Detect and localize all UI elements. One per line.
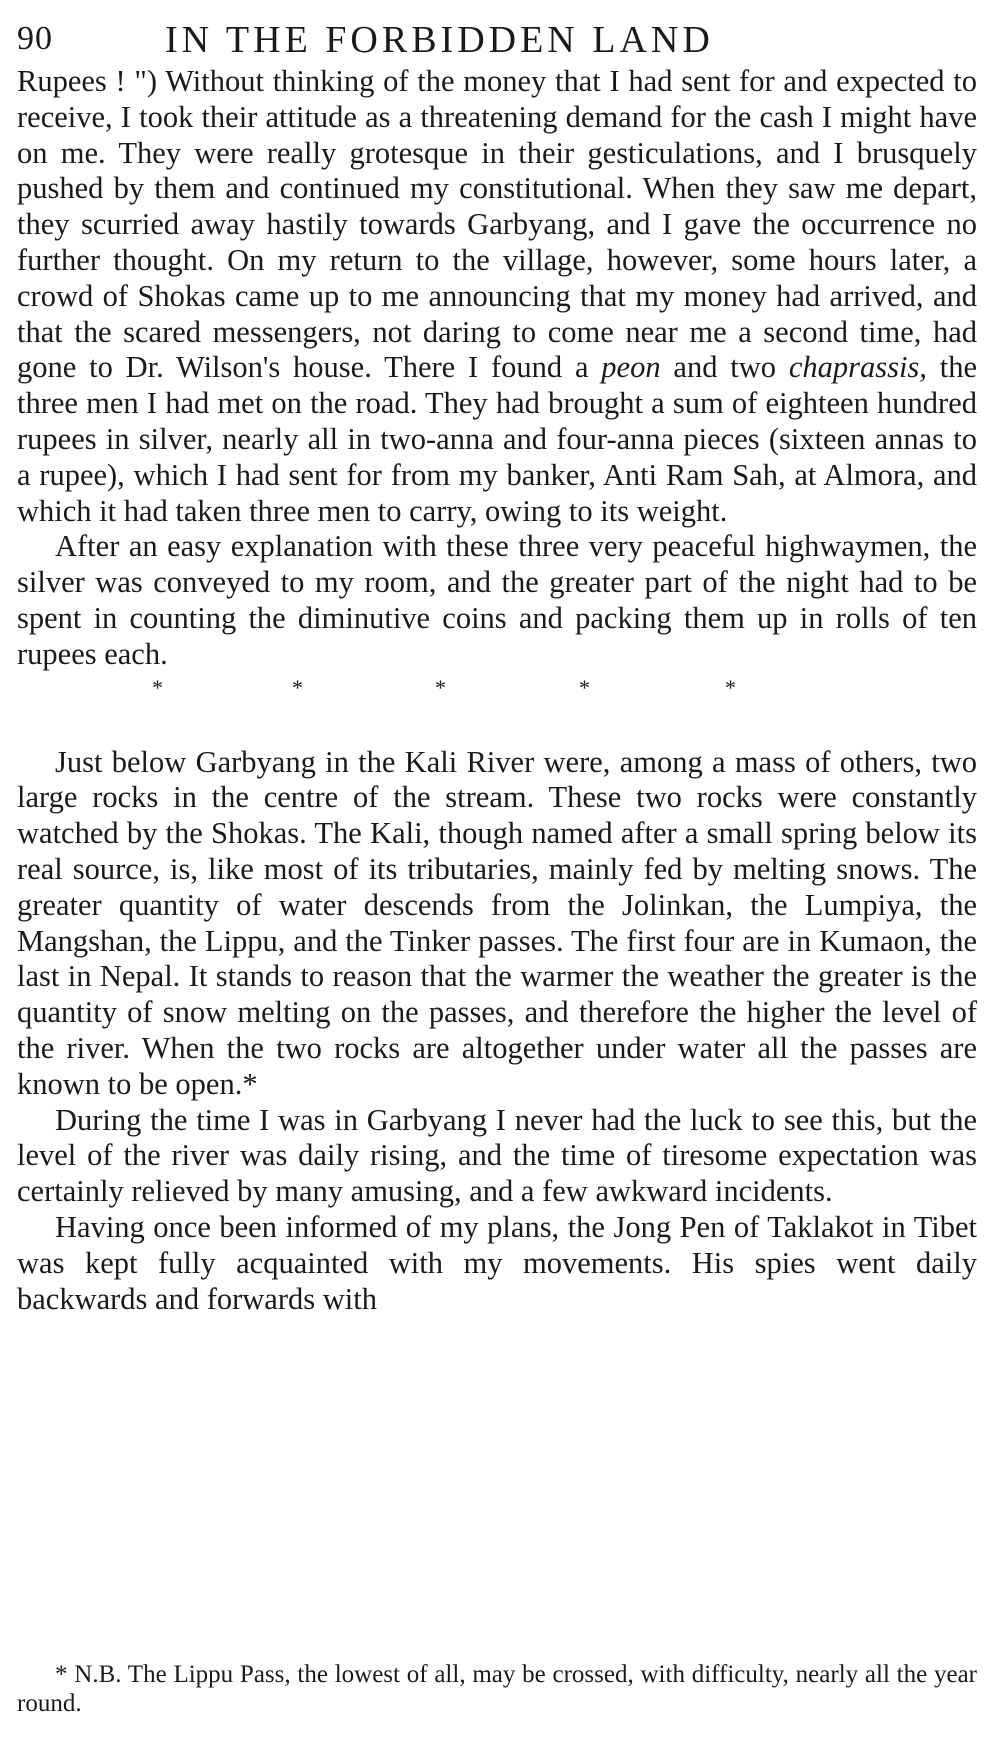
section-break-mark: * (579, 674, 590, 700)
paragraph-5: Having once been informed of my plans, the Jong Pen of Taklakot in Tibet was kept fully acquainted with my movements. His spies went daily backwards and forwards with (17, 1209, 977, 1316)
section-break-mark: * (152, 674, 163, 700)
section-break-mark: * (435, 674, 446, 700)
footnote (17, 1660, 977, 1718)
paragraph-1-mid: and two (660, 350, 789, 385)
running-title: IN THE FORBIDDEN LAND (165, 19, 714, 61)
page (17, 14, 977, 1317)
page-number: 90 (17, 20, 53, 57)
paragraph-1-tail: the three men I had met on the road. They had brought a sum of eighteen hundred rupees in silver, nearly all in two-anna and four-anna pieces (sixteen annas to a rupee), which I had sent for from my banker, Anti Ram Sah, at Almora, and which it had taken three men to carry, owing to its weight. (17, 350, 978, 528)
section-break (17, 673, 977, 745)
italic-peon: peon (601, 350, 661, 385)
paragraph-4: During the time I was in Garbyang I never had the luck to see this, but the level of the river was daily rising, and the time of tiresome expectation was certainly relieved by many amusing, and a few awkward incidents. (17, 1102, 977, 1209)
paragraph-3: Just below Garbyang in the Kali River were, among a mass of others, two large rocks in the centre of the stream. These two rocks were constantly watched by the Shokas. The Kali, though named after a small spring below its real source, is, like most of its tributaries, mainly fed by melting snows. The greater quantity of water descends from the Jolinkan, the Lumpiya, the Mangshan, the Lippu, and the Tinker passes. The first four are in Kumaon, the last in Nepal. It stands to reason that the warmer the weather the greater is the quantity of snow melting on the passes, and therefore the higher the level of the river. When the two rocks are altogether under water all the passes are known to be open.* (17, 744, 977, 1101)
italic-chaprassis: chaprassis, (788, 350, 927, 385)
running-head (17, 14, 977, 64)
paragraph-1-text: Rupees ! ") Without thinking of the money that I had sent for and expected to receive, I took their attitude as a threatening demand for the cash I might have on me. They were really grotesque in their gesticulations, and I brusquely pushed by them and continued my constitutional. When they saw me depart, they scurried away hastily towards Garbyang, and I gave the occurrence no further thought. On my return to the village, however, some hours later, a crowd of Shokas came up to me announcing that my money had arrived, and that the scared messengers, not daring to come near me a second time, had gone to Dr. Wilson's house. There I found a (17, 64, 977, 385)
footnote-text: * N.B. The Lippu Pass, the lowest of all, may be crossed, with difficulty, nearly all the year round. (17, 1661, 977, 1717)
section-break-mark: * (292, 674, 303, 700)
section-break-mark: * (725, 674, 736, 700)
paragraph-2: After an easy explanation with these three very peaceful highwaymen, the silver was conveyed to my room, and the greater part of the night had to be spent in counting the diminutive coins and packing them up in rolls of ten rupees each. (17, 529, 977, 671)
body-text (17, 64, 977, 1317)
paragraph-1 (17, 64, 977, 529)
